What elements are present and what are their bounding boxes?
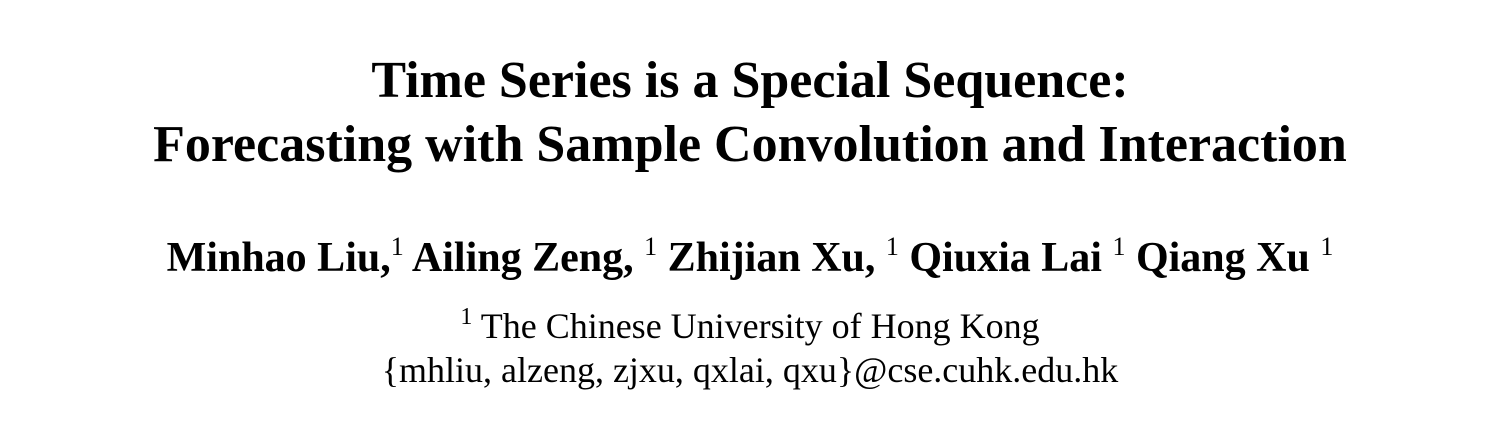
- author-list: [0, 232, 1500, 284]
- affiliation-mark: 1: [1320, 232, 1334, 261]
- affiliation-mark: 1: [885, 232, 899, 261]
- author-emails: {mhliu, alzeng, zjxu, qxlai, qxu}@cse.cuhk.edu.hk: [381, 350, 1119, 390]
- paper-title-line-1: Time Series is a Special Sequence:: [371, 52, 1129, 109]
- author-name: Qiang Xu: [1135, 235, 1310, 281]
- author-name: Ailing Zeng,: [411, 235, 634, 281]
- author-name: Zhijian Xu,: [667, 235, 876, 281]
- affiliation-mark: 1: [390, 232, 404, 261]
- author-name: Minhao Liu,: [166, 235, 391, 281]
- affiliation-institution: [0, 304, 1500, 348]
- institution-name: The Chinese University of Hong Kong: [480, 306, 1040, 346]
- affiliation-mark: 1: [1112, 232, 1126, 261]
- author-name: Qiuxia Lai: [909, 235, 1102, 281]
- paper-title-line-2: Forecasting with Sample Convolution and Interaction: [153, 116, 1347, 173]
- affiliation-mark: 1: [644, 232, 658, 261]
- affiliation-mark: 1: [460, 304, 473, 330]
